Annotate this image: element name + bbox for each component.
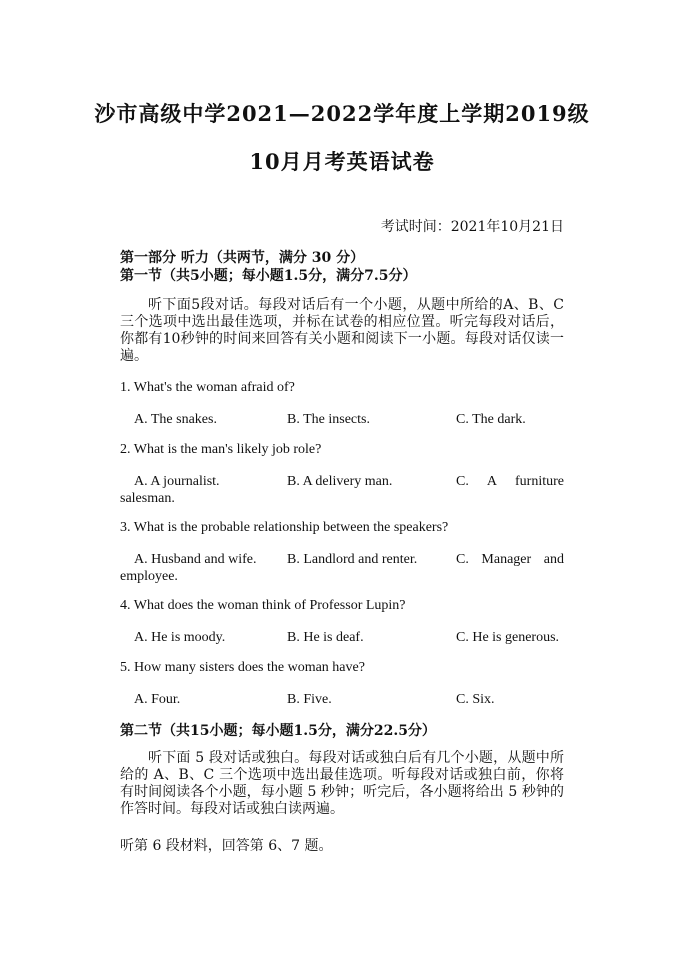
q1-option-a: A. The snakes. <box>134 412 217 427</box>
q3-option-c-word: and <box>543 552 564 567</box>
section2-instructions: 听下面 5 段对话或独白。每段对话或独白后有几个小题，从题中所给的 A、B、C 三个选项中选出最佳选项。听每段对话或独白前，你将有时间阅读各个小题，每小题 5 秒钟；听完后，各小题将给出 5 秒钟的作答时间。每段对话或独白读两遍。 <box>120 750 564 817</box>
q4-option-a: A. He is moody. <box>134 630 226 645</box>
q3-option-c-word: Manager <box>481 552 532 567</box>
q5-option-b: B. Five. <box>287 692 332 707</box>
q2-option-c-word: C. <box>456 474 469 489</box>
exam-time: 考试时间：2021年10月21日 <box>380 219 564 235</box>
q2-option-c-word: A <box>486 474 497 489</box>
section1-heading: 第一节（共5小题；每小题1.5分，满分7.5分） <box>120 268 417 284</box>
q3-option-c-tail: employee. <box>120 569 178 584</box>
question-1: 1. What's the woman afraid of? <box>120 380 295 395</box>
question-2-options <box>120 473 564 506</box>
q2-option-b: B. A delivery man. <box>287 474 393 489</box>
q3-option-b: B. Landlord and renter. <box>287 552 418 567</box>
q3-option-c <box>456 551 564 568</box>
question-2: 2. What is the man's likely job role? <box>120 442 322 457</box>
q2-option-c-tail: salesman. <box>120 491 175 506</box>
material-note: 听第 6 段材料，回答第 6、7 题。 <box>120 838 333 854</box>
exam-title-line2: 10月月考英语试卷 <box>249 149 435 174</box>
q2-option-c <box>456 473 564 490</box>
question-3: 3. What is the probable relationship between the speakers? <box>120 520 449 535</box>
q3-option-a: A. Husband and wife. <box>134 552 257 567</box>
exam-title-line1: 沙市高级中学2021—2022学年度上学期2019级 <box>94 101 590 126</box>
question-5-options <box>120 691 564 711</box>
part1-heading: 第一部分 听力（共两节，满分 30 分） <box>120 250 365 266</box>
q3-option-c-word: C. <box>456 552 469 567</box>
q2-option-a: A. A journalist. <box>134 474 220 489</box>
question-1-options <box>120 411 564 431</box>
q1-option-b: B. The insects. <box>287 412 370 427</box>
question-4-options <box>120 629 564 649</box>
q4-option-c: C. He is generous. <box>456 630 560 645</box>
q2-option-c-word: furniture <box>515 474 564 489</box>
section2-heading: 第二节（共15小题；每小题1.5分，满分22.5分） <box>120 723 436 739</box>
question-4: 4. What does the woman think of Professor Lupin? <box>120 598 406 613</box>
q5-option-a: A. Four. <box>134 692 181 707</box>
q1-option-c: C. The dark. <box>456 412 526 427</box>
question-5: 5. How many sisters does the woman have? <box>120 660 365 675</box>
question-3-options <box>120 551 564 584</box>
q4-option-b: B. He is deaf. <box>287 630 364 645</box>
q5-option-c: C. Six. <box>456 692 495 707</box>
section1-instructions: 听下面5段对话。每段对话后有一个小题，从题中所给的A、B、C三个选项中选出最佳选项，并标在试卷的相应位置。听完每段对话后，你都有10秒钟的时间来回答有关小题和阅读下一小题。每段对话仅读一遍。 <box>120 297 564 364</box>
